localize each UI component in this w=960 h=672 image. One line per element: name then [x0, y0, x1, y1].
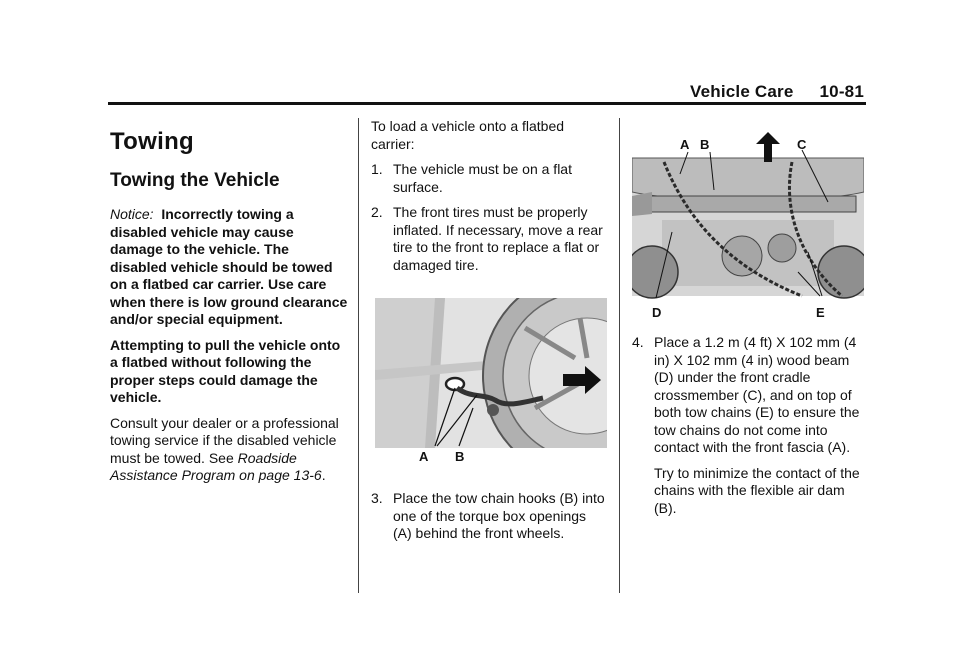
page-number: 10-81 — [819, 82, 864, 101]
warning-paragraph: Attempting to pull the vehicle onto a flatbed without following the proper steps could damage the vehicle. — [110, 336, 341, 405]
column-divider-1 — [358, 118, 359, 593]
roadside-assistance-link[interactable]: Roadside Assistance Program on page 13-6 — [110, 449, 322, 483]
column-3 — [632, 118, 868, 525]
section-heading: Towing — [110, 128, 194, 155]
step-4-note: Try to minimize the contact of the chains with the flexible air dam (B). — [654, 464, 860, 516]
step-4 — [632, 334, 868, 457]
consult-end: . — [321, 467, 326, 483]
consult-paragraph — [110, 415, 348, 485]
figure-label-a: A — [419, 449, 429, 464]
step-text: Place a 1.2 m (4 ft) X 102 mm (4 in) X 102 mm (4 in) wood beam (D) under the front cradle crossmember (C), and on top of both tow chains (E) to ensure the tow chains do not come into contact with the front fascia (A). — [654, 334, 860, 455]
step-1 — [371, 161, 607, 196]
step-text: Place the tow chain hooks (B) into one of the torque box openings (A) behind the front wheels. — [393, 490, 605, 541]
step-text: The front tires must be properly inflated. If necessary, move a rear tire to the front to replace a flat or damaged tire. — [393, 204, 603, 273]
notice-text: Incorrectly towing a disabled vehicle may cause damage to the vehicle. The disabled vehicle should be towed on a flatbed car carrier. Use care when there is low ground clearance and/or special equipment. — [110, 206, 348, 327]
column-divider-2 — [619, 118, 620, 593]
step-number: 4. — [632, 334, 644, 350]
flatbed-chain-illustration — [632, 132, 864, 322]
tow-hook-illustration — [375, 298, 607, 474]
figure-label-c: C — [797, 137, 807, 152]
subsection-heading: Towing the Vehicle — [110, 170, 280, 191]
step-2 — [371, 204, 607, 274]
column-1 — [110, 118, 348, 493]
figure-label-b: B — [700, 137, 710, 152]
tow-hook-drawing — [375, 298, 607, 448]
figure-label-e: E — [816, 305, 825, 320]
figure-label-a: A — [680, 137, 690, 152]
header-rule — [108, 102, 866, 105]
steps-list-1 — [371, 161, 607, 274]
steps-list-3 — [632, 334, 868, 457]
steps-list-2 — [371, 490, 607, 543]
column-2 — [371, 118, 607, 551]
page-header — [690, 82, 864, 102]
step-number: 1. — [371, 161, 383, 177]
figure-label-d: D — [652, 305, 662, 320]
notice-paragraph — [110, 206, 348, 329]
step-3 — [371, 490, 607, 543]
section-title: Vehicle Care — [689, 82, 794, 101]
step-number: 3. — [371, 490, 383, 506]
step-text: The vehicle must be on a flat surface. — [393, 161, 572, 195]
notice-label: Notice: — [110, 206, 154, 222]
step-number: 2. — [371, 204, 383, 220]
figure-label-b: B — [455, 449, 465, 464]
intro-paragraph: To load a vehicle onto a flatbed carrier: — [371, 118, 565, 152]
consult-text: Consult your dealer or a professional towing service if the disabled vehicle must be towed. See — [110, 414, 339, 466]
flatbed-chain-drawing — [632, 132, 864, 322]
